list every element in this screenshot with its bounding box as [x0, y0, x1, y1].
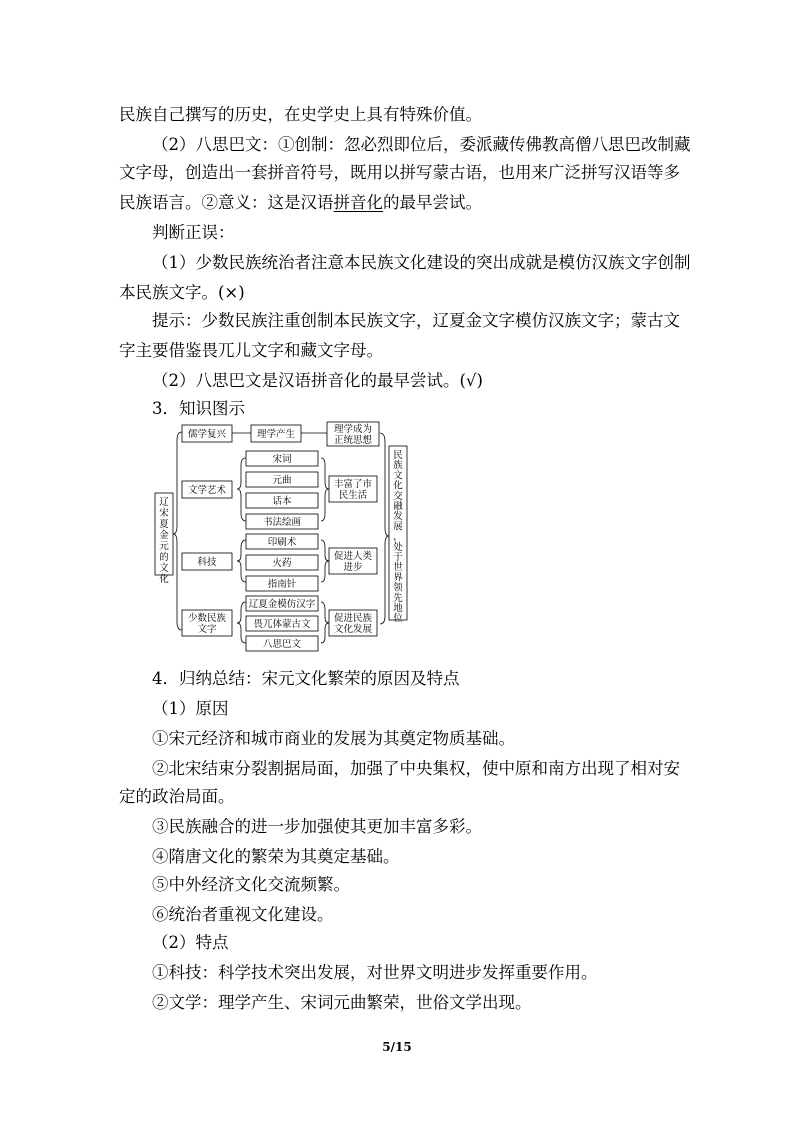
- list-item: ①宋元经济和城市商业的发展为其奠定物质基础。: [152, 729, 515, 748]
- section-heading: 3．知识图示: [152, 399, 245, 418]
- diagram-brace: [237, 602, 246, 643]
- diagram-text-lixue: 理学产生: [256, 429, 296, 440]
- diagram-root-text: 辽宋夏金元的文化: [159, 497, 169, 585]
- list-item: ④隋唐文化的繁荣为其奠定基础。: [152, 847, 400, 866]
- diagram-text-lixue-result-2: 正统思想: [333, 435, 373, 446]
- diagram-brace: [321, 458, 329, 521]
- diagram-conclusion-text: 民族文化交融发展，处于世界领先地位: [393, 450, 403, 625]
- text-span: 的最早尝试。: [383, 193, 482, 212]
- sub-heading: （2）特点: [152, 933, 229, 952]
- list-item: ①科技：科学技术突出发展，对世界文明进步发挥重要作用。: [152, 963, 598, 982]
- diagram-brace: [237, 540, 246, 582]
- diagram-brace: [237, 458, 246, 521]
- diagram-text-wenxue-result-2: 民生活: [338, 490, 368, 501]
- diagram-text-wenxue-result: 丰富了市: [333, 479, 373, 490]
- diagram-brace: [173, 432, 182, 630]
- paragraph-line: （2）八思巴文：①创制：忽必烈即位后，委派藏传佛教高僧八思巴改制藏: [152, 135, 691, 154]
- sub-heading: （1）原因: [152, 699, 229, 718]
- paragraph-line: （2）八思巴文是汉语拼音化的最早尝试。(√): [152, 371, 483, 390]
- diagram-text-liaoxia: 辽夏金模仿汉字: [248, 599, 316, 610]
- paragraph-line: 提示：少数民族注重创制本民族文字，辽夏金文字模仿汉族文字；蒙古文: [152, 311, 680, 330]
- list-item: ③民族融合的进一步加强使其更加丰富多彩。: [152, 817, 482, 836]
- text-span: 民族语言。②意义：这是汉语: [119, 193, 334, 212]
- diagram-text-minzu: 少数民族: [187, 613, 227, 624]
- diagram-brace: [321, 540, 329, 582]
- diagram-text-rujia: 儒学复兴: [187, 429, 227, 440]
- paragraph-line: 字主要借鉴畏兀儿文字和藏文字母。: [119, 341, 383, 360]
- diagram-text-basiba: 八思巴文: [262, 639, 302, 650]
- diagram-brace: [380, 433, 389, 624]
- diagram-text-minzu-result-2: 文化发展: [333, 624, 373, 635]
- diagram-text-yuanqu: 元曲: [272, 475, 292, 486]
- diagram-text-huaben: 话本: [272, 496, 292, 507]
- diagram-text-songci: 宋词: [272, 454, 292, 465]
- diagram-brace: [321, 602, 329, 643]
- diagram-text-minzu-2: 文字: [197, 624, 217, 635]
- diagram-text-huoyao: 火药: [272, 558, 292, 569]
- diagram-text-lixue-result: 理学成为: [333, 424, 373, 435]
- paragraph-line: 民族自己撰写的历史，在史学史上具有特殊价值。: [119, 105, 482, 124]
- diagram-text-minzu-result: 促进民族: [333, 613, 373, 624]
- underlined-term: 拼音化: [333, 193, 383, 212]
- list-item: ②北宋结束分裂割据局面，加强了中央集权，使中原和南方出现了相对安: [152, 759, 680, 778]
- diagram-text-zhinan: 指南针: [267, 579, 297, 590]
- list-item: ②文学：理学产生、宋词元曲繁荣，世俗文学出现。: [152, 993, 532, 1012]
- diagram-text-weiwu: 畏兀体蒙古文: [253, 619, 311, 630]
- diagram-text-yinshua: 印刷术: [267, 537, 297, 548]
- paragraph-line: （1）少数民族统治者注意本民族文化建设的突出成就是模仿汉族文字创制: [152, 253, 691, 272]
- diagram-text-wenxue: 文学艺术: [187, 485, 227, 496]
- paragraph-line: [119, 192, 679, 214]
- paragraph-line: 文字母，创造出一套拼音符号，既用以拼写蒙古语，也用来广泛拼写汉语等多: [119, 163, 680, 182]
- section-label: 判断正误：: [152, 223, 235, 242]
- knowledge-diagram: [155, 420, 415, 650]
- diagram-text-shufa: 书法绘画: [262, 517, 302, 528]
- diagram-text-keji-result-2: 进步: [343, 562, 363, 573]
- paragraph-line: 定的政治局面。: [119, 787, 235, 806]
- list-item: ⑤中外经济文化交流频繁。: [152, 875, 350, 894]
- page-number: 5/15: [382, 1040, 412, 1054]
- section-heading: 4．归纳总结：宋元文化繁荣的原因及特点: [152, 669, 460, 688]
- list-item: ⑥统治者重视文化建设。: [152, 905, 334, 924]
- diagram-text-keji-result: 促进人类: [333, 551, 373, 562]
- paragraph-line: 本民族文字。(×): [119, 283, 245, 302]
- diagram-text-keji: 科技: [197, 557, 217, 568]
